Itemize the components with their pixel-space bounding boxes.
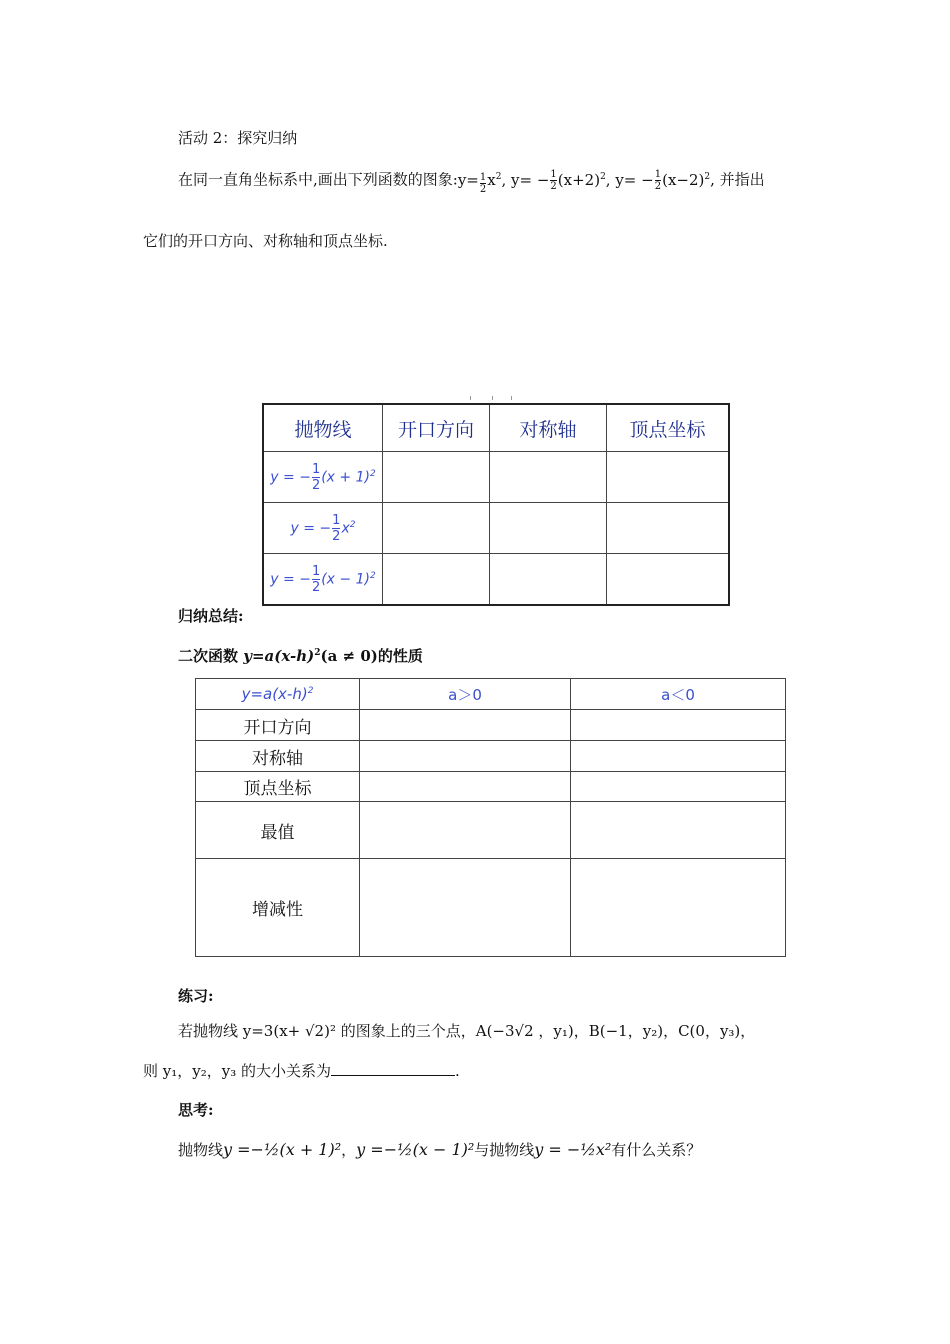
think-heading: 思考: bbox=[178, 1101, 214, 1119]
row-label: 开口方向 bbox=[196, 710, 360, 741]
answer-cell[interactable] bbox=[607, 554, 730, 606]
answer-cell[interactable] bbox=[383, 554, 490, 606]
formula-1: y= $\frac{1}{2}$ $x^2$ bbox=[457, 170, 502, 195]
practice-line-1: 若抛物线 y=3(x+ √2)² 的图象上的三个点，A(−3√2 ，y₁)，B(−1，y₂)，C(0，y₃)， bbox=[178, 1022, 756, 1040]
table-row bbox=[263, 452, 729, 503]
header-a-negative: a＜0 bbox=[571, 679, 786, 710]
table-row bbox=[196, 772, 786, 802]
answer-cell[interactable] bbox=[490, 554, 607, 606]
formula-3: , y= − $\frac{1}{2}$ $(x-2)^2$ bbox=[605, 169, 711, 192]
parabola-table bbox=[262, 403, 730, 606]
answer-cell[interactable] bbox=[490, 503, 607, 554]
header-parabola: 抛物线 bbox=[263, 404, 383, 452]
row-label: 增减性 bbox=[196, 859, 360, 957]
table-row bbox=[196, 859, 786, 957]
answer-cell[interactable] bbox=[571, 802, 786, 859]
answer-cell[interactable] bbox=[571, 859, 786, 957]
answer-cell[interactable] bbox=[571, 710, 786, 741]
row-label: 对称轴 bbox=[196, 741, 360, 772]
answer-cell[interactable] bbox=[571, 772, 786, 802]
summary-heading: 归纳总结: bbox=[178, 607, 244, 625]
answer-cell[interactable] bbox=[360, 741, 571, 772]
activity-title: 活动 2：探究归纳 bbox=[178, 129, 298, 147]
table-row bbox=[196, 802, 786, 859]
summary-subtitle: 二次函数 $y=a(x-h)^2(a \ne 0)$的性质 bbox=[178, 647, 423, 665]
answer-cell[interactable] bbox=[383, 503, 490, 554]
answer-cell[interactable] bbox=[360, 710, 571, 741]
practice-line-2: 则 y₁，y₂，y₃ 的大小关系为 . bbox=[143, 1062, 460, 1080]
header-a-positive: a＞0 bbox=[360, 679, 571, 710]
answer-cell[interactable] bbox=[360, 859, 571, 957]
table-row bbox=[263, 554, 729, 606]
header-opening: 开口方向 bbox=[383, 404, 490, 452]
formula-cell: y = − $\frac{1}{2}$ $x^2$ bbox=[263, 503, 383, 554]
answer-cell[interactable] bbox=[490, 452, 607, 503]
header-axis: 对称轴 bbox=[490, 404, 607, 452]
practice-heading: 练习: bbox=[178, 987, 214, 1005]
answer-cell[interactable] bbox=[383, 452, 490, 503]
intro-suffix: , 并指出 bbox=[710, 170, 765, 189]
row-label: 最值 bbox=[196, 802, 360, 859]
answer-cell[interactable] bbox=[360, 772, 571, 802]
table-header-row bbox=[196, 679, 786, 710]
row-label: 顶点坐标 bbox=[196, 772, 360, 802]
formula-2: , y= − $\frac{1}{2}$ $(x+2)^2$ bbox=[501, 169, 606, 192]
properties-table bbox=[195, 678, 786, 957]
answer-cell[interactable] bbox=[360, 802, 571, 859]
intro-prefix: 在同一直角坐标系中,画出下列函数的图象: bbox=[178, 170, 458, 189]
answer-cell[interactable] bbox=[571, 741, 786, 772]
table-row bbox=[196, 741, 786, 772]
intro-line-2: 它们的开口方向、对称轴和顶点坐标. bbox=[143, 232, 388, 250]
table-row bbox=[263, 503, 729, 554]
formula-cell: y = − $\frac{1}{2}$ $(x + 1)^2$ bbox=[263, 452, 383, 503]
header-formula: $y=a(x-h)^2$ bbox=[196, 679, 360, 710]
answer-cell[interactable] bbox=[607, 452, 730, 503]
formula-cell: y = − $\frac{1}{2}$ $(x - 1)^2$ bbox=[263, 554, 383, 606]
header-vertex: 顶点坐标 bbox=[607, 404, 730, 452]
think-question: 抛物线y =−½(x + 1)²，y =−½(x − 1)²与抛物线y = −½x²有什么关系？ bbox=[178, 1140, 702, 1159]
table-row bbox=[196, 710, 786, 741]
answer-cell[interactable] bbox=[607, 503, 730, 554]
table-header-row bbox=[263, 404, 729, 452]
answer-blank[interactable] bbox=[331, 1061, 455, 1076]
intro-line-1 bbox=[178, 166, 765, 195]
